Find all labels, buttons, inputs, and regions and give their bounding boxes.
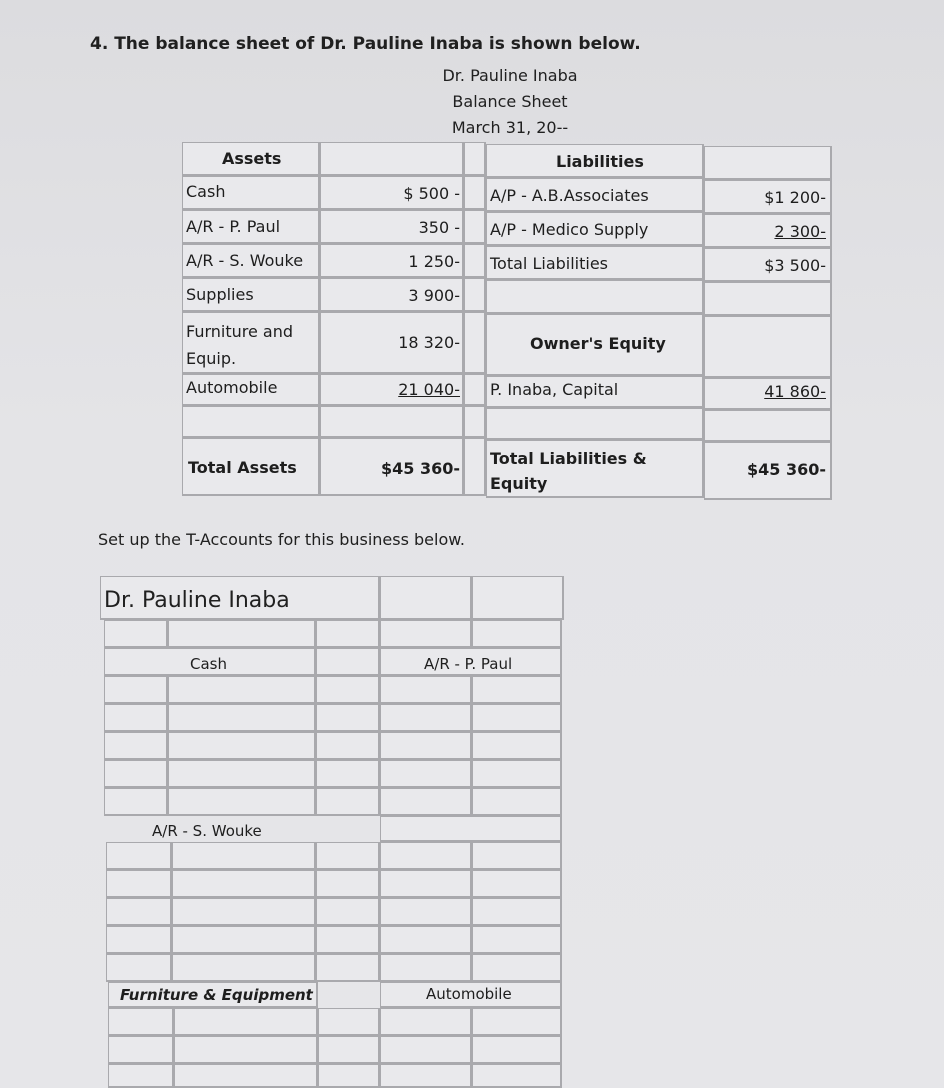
table-cell: [486, 280, 704, 314]
table-cell: [472, 676, 562, 704]
table-cell: [472, 576, 564, 620]
liability-label: A/P - Medico Supply: [490, 220, 649, 239]
blank-cell: [704, 146, 832, 180]
table-cell: [316, 842, 380, 870]
table-cell: [316, 648, 380, 676]
asset-amount: 18 320-: [398, 333, 460, 352]
table-cell: [380, 676, 472, 704]
table-cell: [464, 210, 486, 244]
table-cell: [172, 926, 316, 954]
table-cell: [464, 438, 486, 496]
table-cell: [108, 1008, 174, 1036]
asset-label: Cash: [186, 182, 226, 201]
table-cell: [704, 316, 832, 378]
table-cell: [316, 898, 380, 926]
table-cell: [320, 406, 464, 438]
liability-amount: $3 500-: [764, 256, 826, 275]
question-text: 4. The balance sheet of Dr. Pauline Inaba is shown below.: [90, 34, 641, 54]
table-cell: [168, 788, 316, 816]
table-cell: [104, 676, 168, 704]
liability-amount: 2 300-: [774, 222, 826, 241]
asset-amount: 350 -: [418, 218, 460, 237]
table-cell: [316, 954, 380, 982]
table-cell: [380, 816, 562, 842]
total-assets-amount: $45 360-: [380, 459, 460, 478]
capital-label: P. Inaba, Capital: [490, 380, 619, 399]
header-date: March 31, 20--: [451, 118, 569, 137]
table-cell: [380, 620, 472, 648]
equity-heading: Owner's Equity: [530, 334, 666, 353]
table-cell: [316, 870, 380, 898]
table-cell: [464, 374, 486, 406]
table-cell: [168, 676, 316, 704]
table-cell: [704, 410, 832, 442]
table-cell: [380, 1064, 472, 1088]
table-cell: [380, 704, 472, 732]
table-cell: [318, 1036, 380, 1064]
liabilities-heading: Liabilities: [556, 152, 644, 171]
capital-amount: 41 860-: [764, 382, 826, 401]
table-cell: [472, 898, 562, 926]
t-account-name: Automobile: [426, 985, 512, 1003]
table-cell: [108, 1064, 174, 1088]
table-cell: [486, 408, 704, 440]
table-cell: [168, 732, 316, 760]
table-cell: [472, 732, 562, 760]
table-cell: [380, 576, 472, 620]
table-cell: [104, 620, 168, 648]
total-assets-label: Total Assets: [188, 458, 297, 477]
table-cell: [472, 620, 562, 648]
table-cell: [318, 1008, 380, 1036]
table-cell: [380, 954, 472, 982]
table-cell: [704, 282, 832, 316]
table-cell: [168, 620, 316, 648]
instruction-text: Set up the T-Accounts for this business below.: [98, 530, 465, 549]
table-cell: [104, 732, 168, 760]
total-liabilities-equity-label: Total Liabilities & Equity: [490, 449, 647, 493]
table-cell: [380, 760, 472, 788]
table-cell: [316, 732, 380, 760]
table-cell: [380, 898, 472, 926]
table-cell: [380, 842, 472, 870]
table-cell: [106, 926, 172, 954]
t-account-name: A/R - S. Wouke: [152, 822, 262, 840]
table-cell: [464, 278, 486, 312]
liability-label: Total Liabilities: [490, 254, 609, 273]
table-cell: [472, 760, 562, 788]
table-cell: [172, 842, 316, 870]
blank-cell: [464, 142, 486, 176]
table-cell: [316, 926, 380, 954]
t-account-name: A/R - P. Paul: [424, 655, 513, 673]
table-cell: [174, 1008, 318, 1036]
asset-label: A/R - P. Paul: [186, 217, 281, 236]
table-cell: [104, 760, 168, 788]
table-cell: [106, 842, 172, 870]
header-name: Dr. Pauline Inaba: [442, 66, 578, 85]
table-cell: [472, 842, 562, 870]
table-cell: [174, 1064, 318, 1088]
table-cell: [472, 926, 562, 954]
table-cell: [316, 676, 380, 704]
header-doc: Balance Sheet: [452, 92, 568, 111]
asset-amount: $ 500 -: [403, 184, 460, 203]
table-cell: [380, 788, 472, 816]
table-cell: [472, 1036, 562, 1064]
table-cell: [168, 704, 316, 732]
table-cell: [316, 620, 380, 648]
table-cell: [472, 788, 562, 816]
t-accounts-title: Dr. Pauline Inaba: [104, 588, 290, 613]
table-cell: [472, 1064, 562, 1088]
table-cell: [464, 406, 486, 438]
table-cell: [172, 870, 316, 898]
table-cell: [472, 704, 562, 732]
asset-amount: 3 900-: [408, 286, 460, 305]
asset-label: Supplies: [186, 285, 254, 304]
assets-heading: Assets: [222, 149, 282, 168]
asset-amount: 1 250-: [408, 252, 460, 271]
table-cell: [316, 760, 380, 788]
t-account-name: Cash: [190, 655, 227, 673]
table-cell: [106, 954, 172, 982]
table-cell: [472, 870, 562, 898]
table-cell: [380, 1036, 472, 1064]
liability-amount: $1 200-: [764, 188, 826, 207]
table-cell: [472, 1008, 562, 1036]
table-cell: [182, 406, 320, 438]
asset-label: A/R - S. Wouke: [186, 251, 304, 270]
table-cell: [104, 704, 168, 732]
table-cell: [316, 704, 380, 732]
table-cell: [380, 870, 472, 898]
table-cell: [168, 760, 316, 788]
asset-amount: 21 040-: [398, 380, 460, 399]
asset-label: Furniture and Equip.: [186, 322, 294, 368]
table-cell: [464, 176, 486, 210]
total-liabilities-equity-amount: $45 360-: [746, 460, 826, 479]
table-cell: [464, 244, 486, 278]
table-cell: [472, 954, 562, 982]
table-cell: [172, 954, 316, 982]
table-cell: [464, 312, 486, 374]
blank-cell: [320, 142, 464, 176]
table-cell: [316, 788, 380, 816]
table-cell: [108, 1036, 174, 1064]
table-cell: [380, 926, 472, 954]
table-cell: [380, 732, 472, 760]
table-cell: [380, 1008, 472, 1036]
t-account-name: Furniture & Equipment: [120, 986, 313, 1004]
table-cell: [106, 870, 172, 898]
table-cell: [104, 788, 168, 816]
asset-label: Automobile: [186, 378, 278, 397]
table-cell: [106, 898, 172, 926]
table-cell: [172, 898, 316, 926]
liability-label: A/P - A.B.Associates: [490, 186, 649, 205]
table-cell: [174, 1036, 318, 1064]
table-cell: [318, 1064, 380, 1088]
